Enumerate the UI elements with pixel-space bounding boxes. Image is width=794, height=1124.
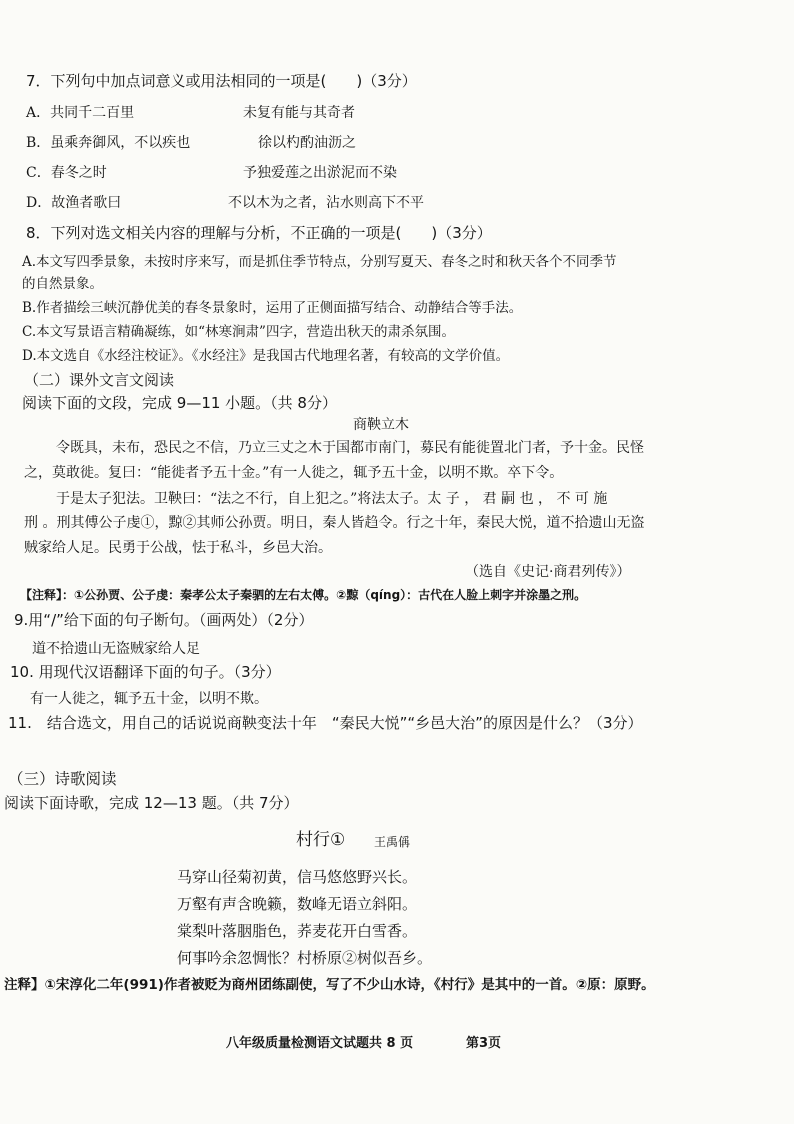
poem-author: 王禹偁 <box>374 835 411 849</box>
footer-left: 八年级质量检测语文试题共 8 页 <box>226 1036 414 1051</box>
q8-option-c: C.本文写景语言精确凝练，如“林寒涧肃”四字，营造出秋天的肃杀氛围。 <box>22 324 455 340</box>
q7-option-b-right: 徐以杓酌油沥之 <box>258 135 356 151</box>
q8-option-d: D.本文选自《水经注校证》。《水经注》是我国古代地理名著，有较高的文学价值。 <box>22 348 510 364</box>
q7-option-d-right: 不以木为之者，沾水则高下不平 <box>228 195 424 211</box>
poem-line-1: 马穿山径菊初黄，信马悠悠野兴长。 <box>177 868 418 886</box>
q7-option-a-left: A．共同千二百里 <box>26 105 135 121</box>
q8-stem: 8．下列对选文相关内容的理解与分析，不正确的一项是( )（3分） <box>26 224 492 242</box>
poem-line-3: 棠梨叶落胭脂色，荞麦花开白雪香。 <box>177 922 418 940</box>
poem-title: 村行① <box>296 830 346 850</box>
passage-note: 【注释】：①公孙贾、公子虔：秦孝公太子秦驷的左右太傅。②黥（qíng）：古代在人脸上刺字并涂墨之刑。 <box>20 588 587 602</box>
q7-option-c-left: C．春冬之时 <box>26 165 107 181</box>
passage-source: （选自《史记·商君列传》） <box>465 564 631 580</box>
q11-stem: 11. 结合选文，用自己的话说说商鞅变法十年 “秦民大悦”“乡邑大治”的原因是什么？（3分） <box>8 714 643 732</box>
passage-p2-line3: 贼家给人足。民勇于公战，怯于私斗，乡邑大治。 <box>24 540 332 556</box>
section3-instruction: 阅读下面诗歌，完成 12—13 题。（共 7分） <box>4 794 299 812</box>
q8-option-b: B.作者描绘三峡沉静优美的春冬景象时，运用了正侧面描写结合、动静结合等手法。 <box>22 300 523 316</box>
passage-p2-line1: 于是太子犯法。卫鞅曰：“法之不行，自上犯之。”将法太子。太 子 ， 君 嗣 也 ， 不 可 施 <box>56 491 608 507</box>
q9-stem: 9.用“/”给下面的句子断句。（画两处）（2分） <box>14 611 314 629</box>
poem-line-4: 何事吟余忽惆怅？村桥原②树似吾乡。 <box>177 949 433 967</box>
section3-heading: （三）诗歌阅读 <box>8 770 117 788</box>
q7-option-b-left: B．虽乘奔御风，不以疾也 <box>26 135 191 151</box>
q9-sentence: 道不拾遗山无盗贼家给人足 <box>32 641 200 657</box>
footer-page-number: 第3页 <box>466 1036 502 1051</box>
section2-instruction: 阅读下面的文段，完成 9—11 小题。（共 8分） <box>22 394 337 412</box>
q7-option-a-right: 未复有能与其奇者 <box>243 105 355 121</box>
q10-stem: 10. 用现代汉语翻译下面的句子。（3分） <box>10 663 281 681</box>
q10-sentence: 有一人徙之，辄予五十金，以明不欺。 <box>30 691 268 707</box>
q7-option-c-right: 予独爱莲之出淤泥而不染 <box>243 165 397 181</box>
passage-p2-line2: 刑 。刑其傅公子虔①，黥②其师公孙贾。明日，秦人皆趋令。行之十年，秦民大悦，道不拾遗山无盗 <box>24 515 645 531</box>
poem-note: 注释】①宋淳化二年(991)作者被贬为商州团练副使，写了不少山水诗，《村行》是其中的一首。②原：原野。 <box>4 977 655 993</box>
q7-option-d-left: D．故渔者歌曰 <box>26 195 122 211</box>
q7-stem: 7．下列句中加点词意义或用法相同的一项是( )（3分） <box>26 72 417 90</box>
q8-option-a-line2: 的自然景象。 <box>22 276 103 292</box>
q8-option-a-line1: A.本文写四季景象，未按时序来写，而是抓住季节特点，分别写夏天、春冬之时和秋天各个不同季节 <box>22 254 617 270</box>
poem-line-2: 万壑有声含晚籁，数峰无语立斜阳。 <box>177 895 418 913</box>
passage-title: 商鞅立木 <box>353 417 409 433</box>
section2-heading: （二）课外文言文阅读 <box>24 371 175 389</box>
passage-p1-line1: 令既具，未布，恐民之不信，乃立三丈之木于国都市南门，募民有能徙置北门者，予十金。民怪 <box>56 440 644 456</box>
passage-p1-line2: 之，莫敢徙。复曰：“能徙者予五十金。”有一人徙之，辄予五十金，以明不欺。卒下令。 <box>24 465 564 481</box>
